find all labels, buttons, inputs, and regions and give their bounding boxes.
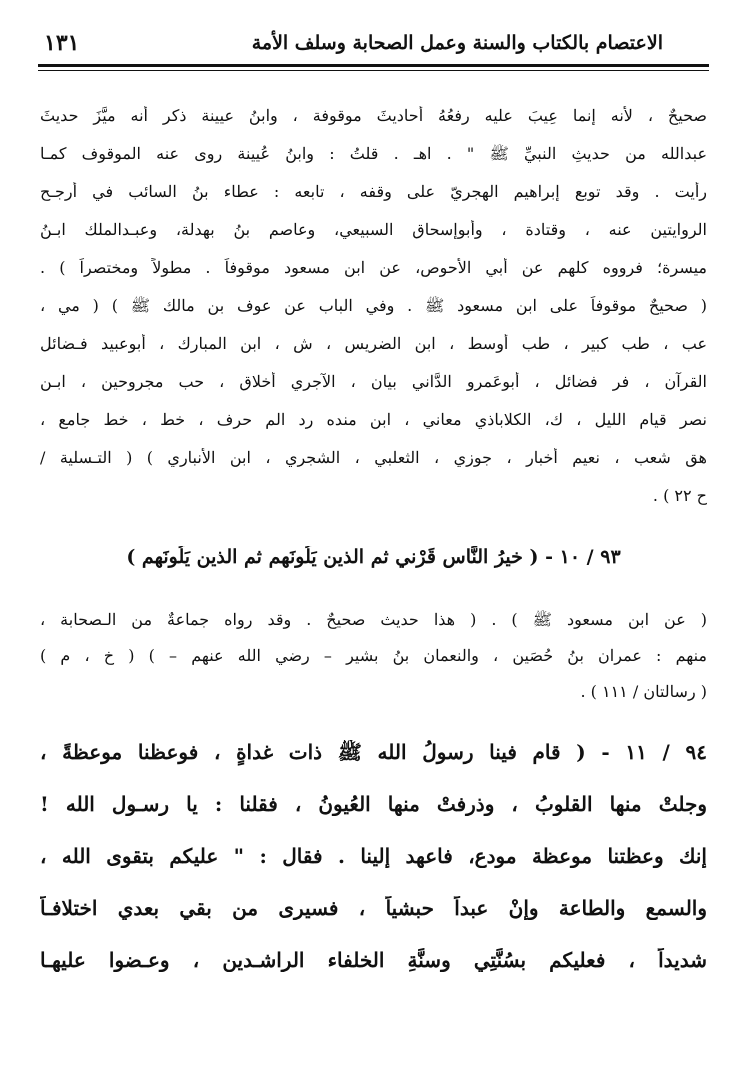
running-title: الاعتصام بالكتاب والسنة وعمل الصحابة وسلف الأمة bbox=[251, 32, 663, 54]
header-rule-thin bbox=[38, 70, 709, 71]
text-line: ح ٢٢ ) . bbox=[652, 486, 707, 505]
page-header bbox=[38, 28, 709, 64]
text-line: منهم : عمران بنُ حُصَين ، والنعمان بنُ بشير – رضي الله عنهم – ) ( خ ، م ) bbox=[40, 646, 707, 665]
text-line: ( رسالتان / ١١١ ) . bbox=[580, 682, 707, 701]
text-line: الروايتين عنه ، وقتادة ، وأبوإسحاق السبيعي، وعاصم بنُ بهدلة، وعبـدالملك ابـنُ bbox=[40, 220, 707, 239]
text-line: عب ، طب كبير ، طب أوسط ، ابن الضريس ، ش ، ابن المبارك ، أبوعبيد فـضائل bbox=[40, 334, 707, 353]
hadith-94-line: ٩٤ / ١١ - ( قام فينا رسولُ الله ﷺ ذات غداةٍ ، فوعظنا موعظةً ، bbox=[40, 740, 707, 764]
text-line: نصر قيام الليل ، ك، الكلاباذي معاني ، ابن منده رد الم حرف ، خط ، خط جامع ، bbox=[40, 410, 707, 429]
text-line: ( عن ابن مسعود ﷺ ) . ( هذا حديث صحيحٌ . وقد رواه جماعةٌ من الـصحابة ، bbox=[40, 610, 707, 629]
text-line: ( صحيحٌ موقوفاً على ابن مسعود ﷺ . وفي الباب عن عوف بن مالك ﷺ ) ( مي ، bbox=[40, 296, 707, 315]
page-number: ١٣١ bbox=[44, 30, 80, 56]
text-line: صحيحٌ ، لأنه إنما عِيبَ عليه رفعُهُ أحاديثَ موقوفة ، وابنُ عيينة ذكر أنه ميَّزَ حديثَ bbox=[40, 106, 707, 125]
text-line: رأيت . وقد توبع إبراهيم الهجريّ على وقفه ، تابعه : عطاء بنُ السائب في أرجـح bbox=[40, 182, 707, 201]
text-line: هق شعب ، نعيم أخبار ، جوزي ، الثعلبي ، الشجري ، ابن الأنباري ) ( التـسلية / bbox=[40, 448, 707, 467]
hadith-94-line: وجلتْ منها القلوبُ ، وذرفتْ منها العُيونُ ، فقلنا : يا رسـول الله ! bbox=[40, 792, 707, 816]
hadith-94-line: إنك وعظتنا موعظة مودعٍ، فاعهد إلينا . فقال : " عليكم بتقوى الله ، bbox=[40, 844, 707, 868]
header-rule-thick bbox=[38, 64, 709, 67]
text-line: عبدالله من حديثِ النبيِّ ﷺ " . اهـ . قلتُ : وابنُ عُيينة روى عنه الموقوف كمـا bbox=[40, 144, 707, 163]
hadith-94-line: شديداً ، فعليكم بسُنَّتِي وسنَّةِ الخلفاء الراشـدين ، وعـضوا عليهـا bbox=[40, 948, 707, 972]
text-line: ميسرة؛ فرووه كلهم عن أبي الأحوص، عن ابن مسعود موقوفاً . مطولاً ومختصراً ) . bbox=[40, 258, 707, 277]
text-line: القرآن ، فر فضائل ، أبوعَمرو الدَّاني بيان ، الآجري أخلاق ، حب مجروحين ، ابـن bbox=[40, 372, 707, 391]
hadith-94-line: والسمع والطاعة وإنْ عبداً حبشياً ، فسيرى من بقي بعدي اختلافـاً bbox=[40, 896, 707, 920]
hadith-93-heading: ٩٣ / ١٠ - ( خيرُ النَّاسِ قَرْني ثم الذين يَلُونَهم ثم الذين يَلُونَهم ) bbox=[126, 546, 621, 568]
